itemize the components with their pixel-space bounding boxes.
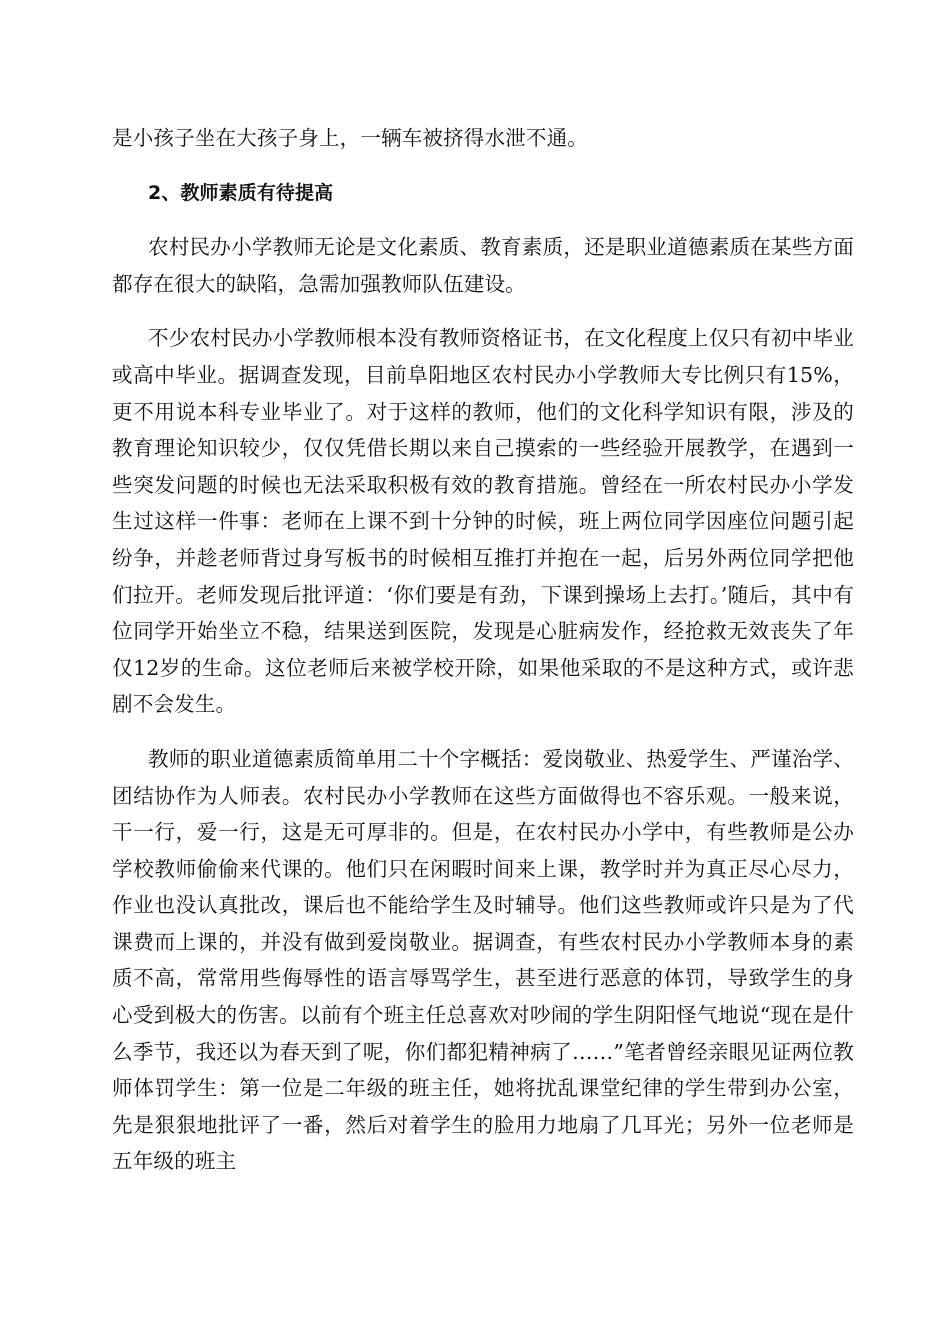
document-body — [112, 120, 854, 1198]
paragraph-cultural-quality: 不少农村民办小学教师根本没有教师资格证书，在文化程度上仅只有初中毕业或高中毕业。据调查发现，目前阜阳地区农村民办小学教师大专比例只有15%，更不用说本科专业毕业了。对于这样的教师，他们的文化科学知识有限，涉及的教育理论知识较少，仅仅凭借长期以来自己摸索的一些经验开展教学，在遇到一些突发问题的时候也无法采取积极有效的教育措施。曾经在一所农村民办小学发生过这样一件事：老师在上课不到十分钟的时候，班上两位同学因座位问题引起纷争，并趁老师背过身写板书的时候相互推打并抱在一起，后另外两位同学把他们拉开。老师发现后批评道：‘你们要是有劲，下课到操场上去打。’随后，其中有位同学开始坐立不稳，结果送到医院，发现是心脏病发作，经抢救无效丧失了年仅12岁的生命。这位老师后来被学校开除，如果他采取的不是这种方式，或许悲剧不会发生。 — [112, 326, 854, 717]
paragraph-intro: 农村民办小学教师无论是文化素质、教育素质，还是职业道德素质在某些方面都存在很大的缺陷，急需加强教师队伍建设。 — [112, 235, 854, 296]
section-heading: 2、教师素质有待提高 — [148, 181, 334, 204]
continuation-text: 是小孩子坐在大孩子身上，一辆车被挤得水泄不通。 — [112, 126, 588, 150]
paragraph-professional-ethics: 教师的职业道德素质简单用二十个字概括：爱岗敬业、热爱学生、严谨治学、团结协作为人师表。农村民办小学教师在这些方面做得也不容乐观。一般来说，干一行，爱一行，这是无可厚非的。但是，在农村民办小学中，有些教师是公办学校教师偷偷来代课的。他们只在闲暇时间来上课，教学时并为真正尽心尽力，作业也没认真批改，课后也不能给学生及时辅导。他们这些教师或许只是为了代课费而上课的，并没有做到爱岗敬业。据调查，有些农村民办小学教师本身的素质不高，常常用些侮辱性的语言辱骂学生，甚至进行恶意的体罚，导致学生的身心受到极大的伤害。以前有个班主任总喜欢对吵闹的学生阴阳怪气地说“现在是什么季节，我还以为春天到了呢，你们都犯精神病了……”笔者曾经亲眼见证两位教师体罚学生：第一位是二年级的班主任，她将扰乱课堂纪律的学生带到办公室，先是狠狠地批评了一番，然后对着学生的脸用力地扇了几耳光；另外一位老师是五年级的班主 — [112, 746, 854, 1174]
